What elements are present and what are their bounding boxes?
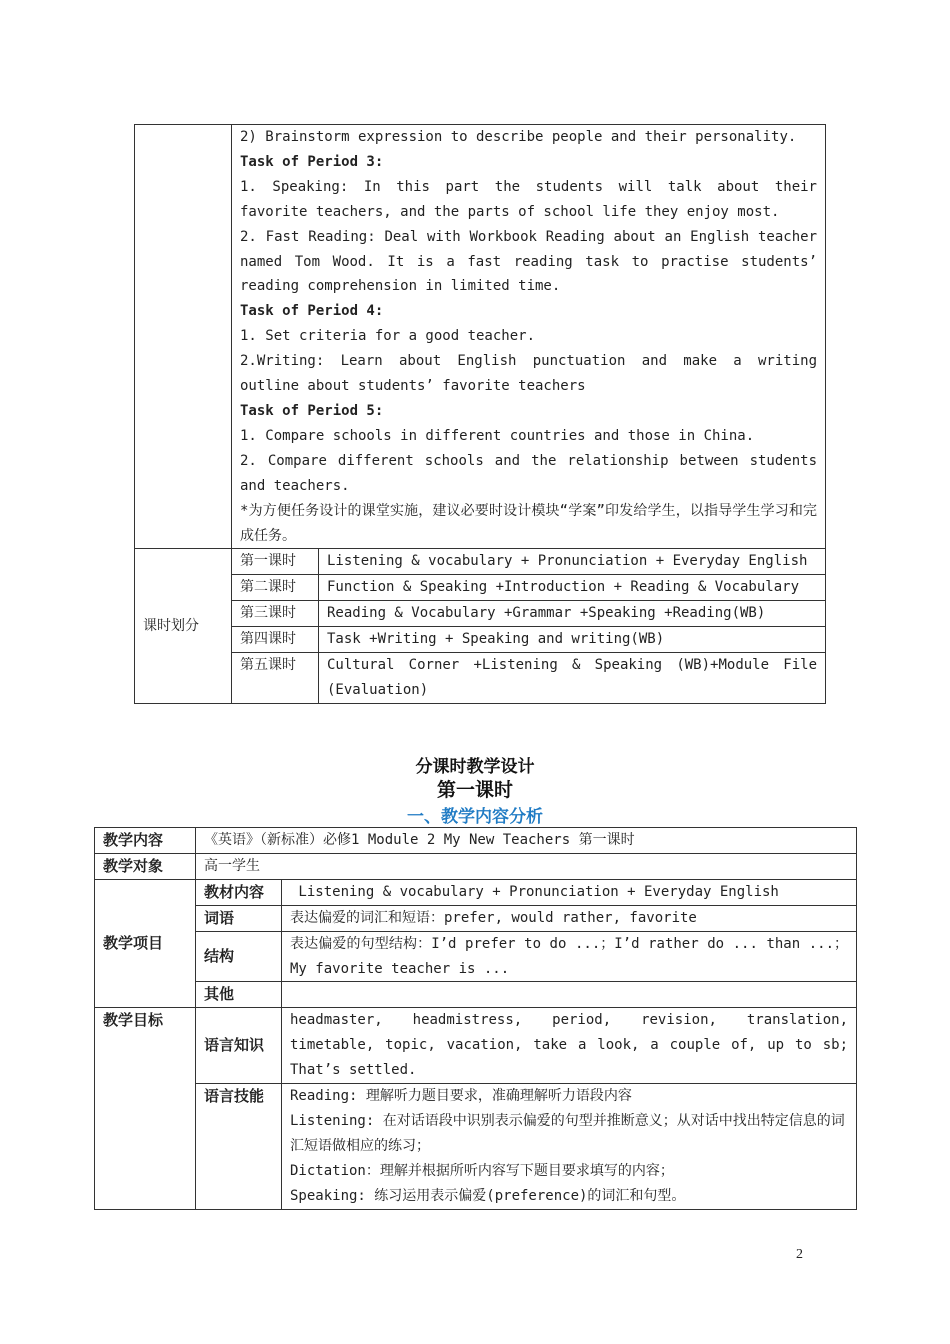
period-plan-table [134,124,826,704]
period-content: Reading & Vocabulary +Grammar +Speaking +Reading(WB) [319,601,826,627]
task-line: 2. Fast Reading: Deal with Workbook Reading about an English teacher named Tom Wood. It is a fast reading task to practise students’ reading comprehension in limited time. [240,228,817,295]
tasks-row [135,125,826,549]
period-label: 第一课时 [232,549,319,575]
knowledge-value: headmaster, headmistress, period, revision, translation, timetable, topic, vacation, take a look, a couple of, up to sb; That’s settled. [282,1008,857,1084]
lesson-analysis-table [94,827,857,1210]
period-content: Function & Speaking +Introduction + Reading & Vocabulary [319,575,826,601]
material-row [95,879,857,905]
task-line: 2.Writing: Learn about English punctuation and make a writing outline about students’ favorite teachers [240,353,817,395]
period-label: 第四课时 [232,627,319,653]
period-division-label: 课时划分 [135,549,232,703]
content-row [95,828,857,854]
other-row [95,982,857,1008]
section-heading: 一、教学内容分析 [407,807,543,827]
skill-line: Reading: 理解听力题目要求，准确理解听力语段内容 [290,1088,632,1105]
lesson-title: 第一课时 [436,779,513,801]
task-line: 1. Set criteria for a good teacher. [240,328,536,345]
period-content: Task +Writing + Speaking and writing(WB) [319,627,826,653]
period-row [135,653,826,704]
period-row [135,627,826,653]
task-period-3-heading: Task of Period 3: [240,153,384,170]
skills-label: 语言技能 [196,1084,282,1210]
skill-line: Speaking: 练习运用表示偏爱(preference)的词汇和句型。 [290,1187,686,1204]
content-value: 《英语》（新标准）必修1 Module 2 My New Teachers 第一课时 [196,828,857,854]
page-number: 2 [796,1247,803,1262]
knowledge-row [95,1008,857,1084]
structure-row [95,931,857,982]
audience-label: 教学对象 [95,853,196,879]
tasks-cell [232,125,826,549]
period-label: 第五课时 [232,653,319,704]
page-title: 分课时教学设计 [415,757,535,777]
other-value [282,982,857,1008]
period-row [135,549,826,575]
structure-label: 结构 [196,931,282,982]
task-period-5-heading: Task of Period 5: [240,402,384,419]
period-content: Cultural Corner +Listening & Speaking (WB)+Module File (Evaluation) [319,653,826,704]
material-value: Listening & vocabulary + Pronunciation + Everyday English [282,879,857,905]
period-label: 第二课时 [232,575,319,601]
goals-label: 教学目标 [95,1008,196,1209]
audience-value: 高一学生 [196,853,857,879]
vocab-row [95,905,857,931]
task-line: 1. Speaking: In this part the students will talk about their favorite teachers, and the parts of school life they enjoy most. [240,178,817,220]
skill-line: Listening: 在对话语段中识别表示偏爱的句型并推断意义；从对话中找出特定信息的词汇短语做相应的练习； [290,1112,845,1154]
skills-value [282,1084,857,1210]
period-row [135,575,826,601]
material-label: 教材内容 [196,879,282,905]
task-period-4-heading: Task of Period 4: [240,303,384,320]
other-label: 其他 [196,982,282,1008]
vocab-value: 表达偏爱的词汇和短语：prefer, would rather, favorite [282,905,857,931]
task-line: 2. Compare different schools and the relationship between students and teachers. [240,452,817,494]
tasks-left-cell [135,125,232,549]
period-row [135,601,826,627]
knowledge-label: 语言知识 [196,1008,282,1084]
audience-row [95,853,857,879]
vocab-label: 词语 [196,905,282,931]
task-line: 2) Brainstorm expression to describe people and their personality. [240,129,797,145]
task-line: 1. Compare schools in different countries and those in China. [240,427,755,444]
period-label: 第三课时 [232,601,319,627]
skill-line: Dictation：理解并根据所听内容写下题目要求填写的内容； [290,1162,674,1179]
skills-row [95,1084,857,1210]
task-note: *为方便任务设计的课堂实施，建议必要时设计模块“学案”印发给学生，以指导学生学习和完成任务。 [240,502,817,544]
structure-value: 表达偏爱的句型结构：I’d prefer to do ...；I’d rather do ... than ...；My favorite teacher is ... [282,931,857,982]
content-label: 教学内容 [95,828,196,854]
period-content: Listening & vocabulary + Pronunciation + Everyday English [319,549,826,575]
items-label: 教学项目 [95,879,196,1008]
